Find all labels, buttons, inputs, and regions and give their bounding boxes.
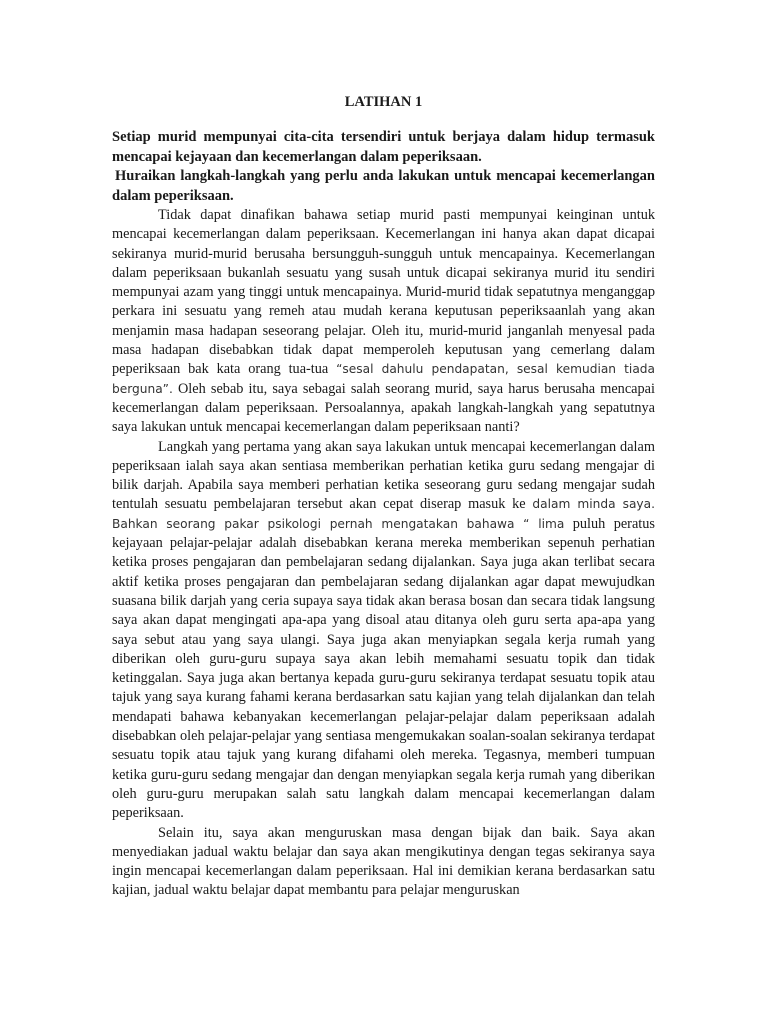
paragraph-first-step [112,438,655,824]
paragraph-2-text-b: puluh peratus kejayaan pelajar-pelajar adalah disebabkan kerana mereka memberikan sepenuh perhatian ketika proses pengajaran dan pembelajaran sedang dijalankan. Saya juga akan terlibat secara aktif ketika proses pengajaran dan pembelajaran sedang dijalankan agar dapat mewujudkan suasana bilik darjah yang ceria supaya saya tidak akan berasa bosan dan secara tidak langsung saya akan dapat mengingati apa-apa yang disoal atau ditanya oleh guru serta apa-apa yang saya sebut atau yang saya ulangi. Saya juga akan menyiapkan segala kerja rumah yang diberikan oleh guru-guru supaya saya akan lebih memahami sesuatu topik dan tidak ketinggalan. Saya juga akan bertanya kepada guru-guru sekiranya terdapat sesuatu topik atau tajuk yang saya kurang fahami kerana berdasarkan satu kajian yang telah dijalankan dan telah mendapati bahawa kebanyakan kecemerlangan pelajar-pelajar dalam peperiksaan adalah disebabkan oleh pelajar-pelajar yang sentiasa mengemukakan soalan-soalan sekiranya terdapat sesuatu topik atau tajuk yang kurang difahami oleh mereka. Tegasnya, memberi tumpuan ketika guru-guru sedang mengajar dan dengan menyiapkan segala kerja rumah yang diberikan oleh guru-guru merupakan salah satu langkah dalam mencapai kecemerlangan dalam peperiksaan. [112,515,655,822]
document-body [112,92,655,901]
proverb-quote: “sesal dahulu pendapatan, sesal kemudian tiada berguna”. [112,362,655,396]
paragraph-2-sans-text: dalam minda saya. Bahkan seorang pakar psikologi pernah mengatakan bahawa “ lima [112,497,655,531]
paragraph-2-text-a: Langkah yang pertama yang akan saya lakukan untuk mencapai kecemerlangan dalam peperiksaan ialah saya akan sentiasa memberikan perhatian ketika guru sedang mengajar di bilik darjah. Apabila saya memberi perhatian ketika seseorang guru sedang mengajar sudah tentulah sesuatu pembelajaran tersebut akan cepat diserap masuk ke [112,438,655,513]
question-instruction: Huraikan langkah-langkah yang perlu anda lakukan untuk mencapai kecemerlangan dalam peperiksaan. [112,168,655,204]
paragraph-introduction [112,206,655,438]
document-title: LATIHAN 1 [344,94,423,110]
paragraph-1-text-b: Oleh sebab itu, saya sebagai salah seorang murid, saya harus berusaha mencapai kecemerlangan dalam peperiksaan. Persoalannya, apakah langkah-langkah yang sepatutnya saya lakukan untuk mencapai kecemerlangan dalam peperiksaan nanti? [112,380,655,436]
paragraph-1-text-a: Tidak dapat dinafikan bahawa setiap murid pasti mempunyai keinginan untuk mencapai kecemerlangan dalam peperiksaan. Kecemerlangan ini hanya akan dapat dicapai sekiranya murid-murid berusaha bersungguh-sungguh untuk mencapainya. Kecemerlangan dalam peperiksaan bukanlah sesuatu yang susah untuk dicapai sekiranya murid itu sendiri mempunyai azam yang tinggi untuk mencapainya. Murid-murid tidak sepatutnya menganggap perkara ini sesuatu yang remeh atau mudah kerana keputusan peperiksaanlah yang akan menjamin masa hadapan seseorang pelajar. Oleh itu, murid-murid janganlah menyesal pada masa hadapan disebabkan tidak dapat memperoleh keputusan yang cemerlang dalam peperiksaan bak kata orang tua-tua [112,207,655,378]
paragraph-time-management: Selain itu, saya akan menguruskan masa dengan bijak dan baik. Saya akan menyediakan jadual waktu belajar dan saya akan mengikutinya dengan tegas sekiranya saya ingin mencapai kecemerlangan dalam peperiksaan. Hal ini demikian kerana berdasarkan satu kajian, jadual waktu belajar dapat membantu para pelajar menguruskan [112,824,655,899]
question-statement: Setiap murid mempunyai cita-cita tersendiri untuk berjaya dalam hidup termasuk mencapai kejayaan dan kecemerlangan dalam peperiksaan. [112,129,655,165]
